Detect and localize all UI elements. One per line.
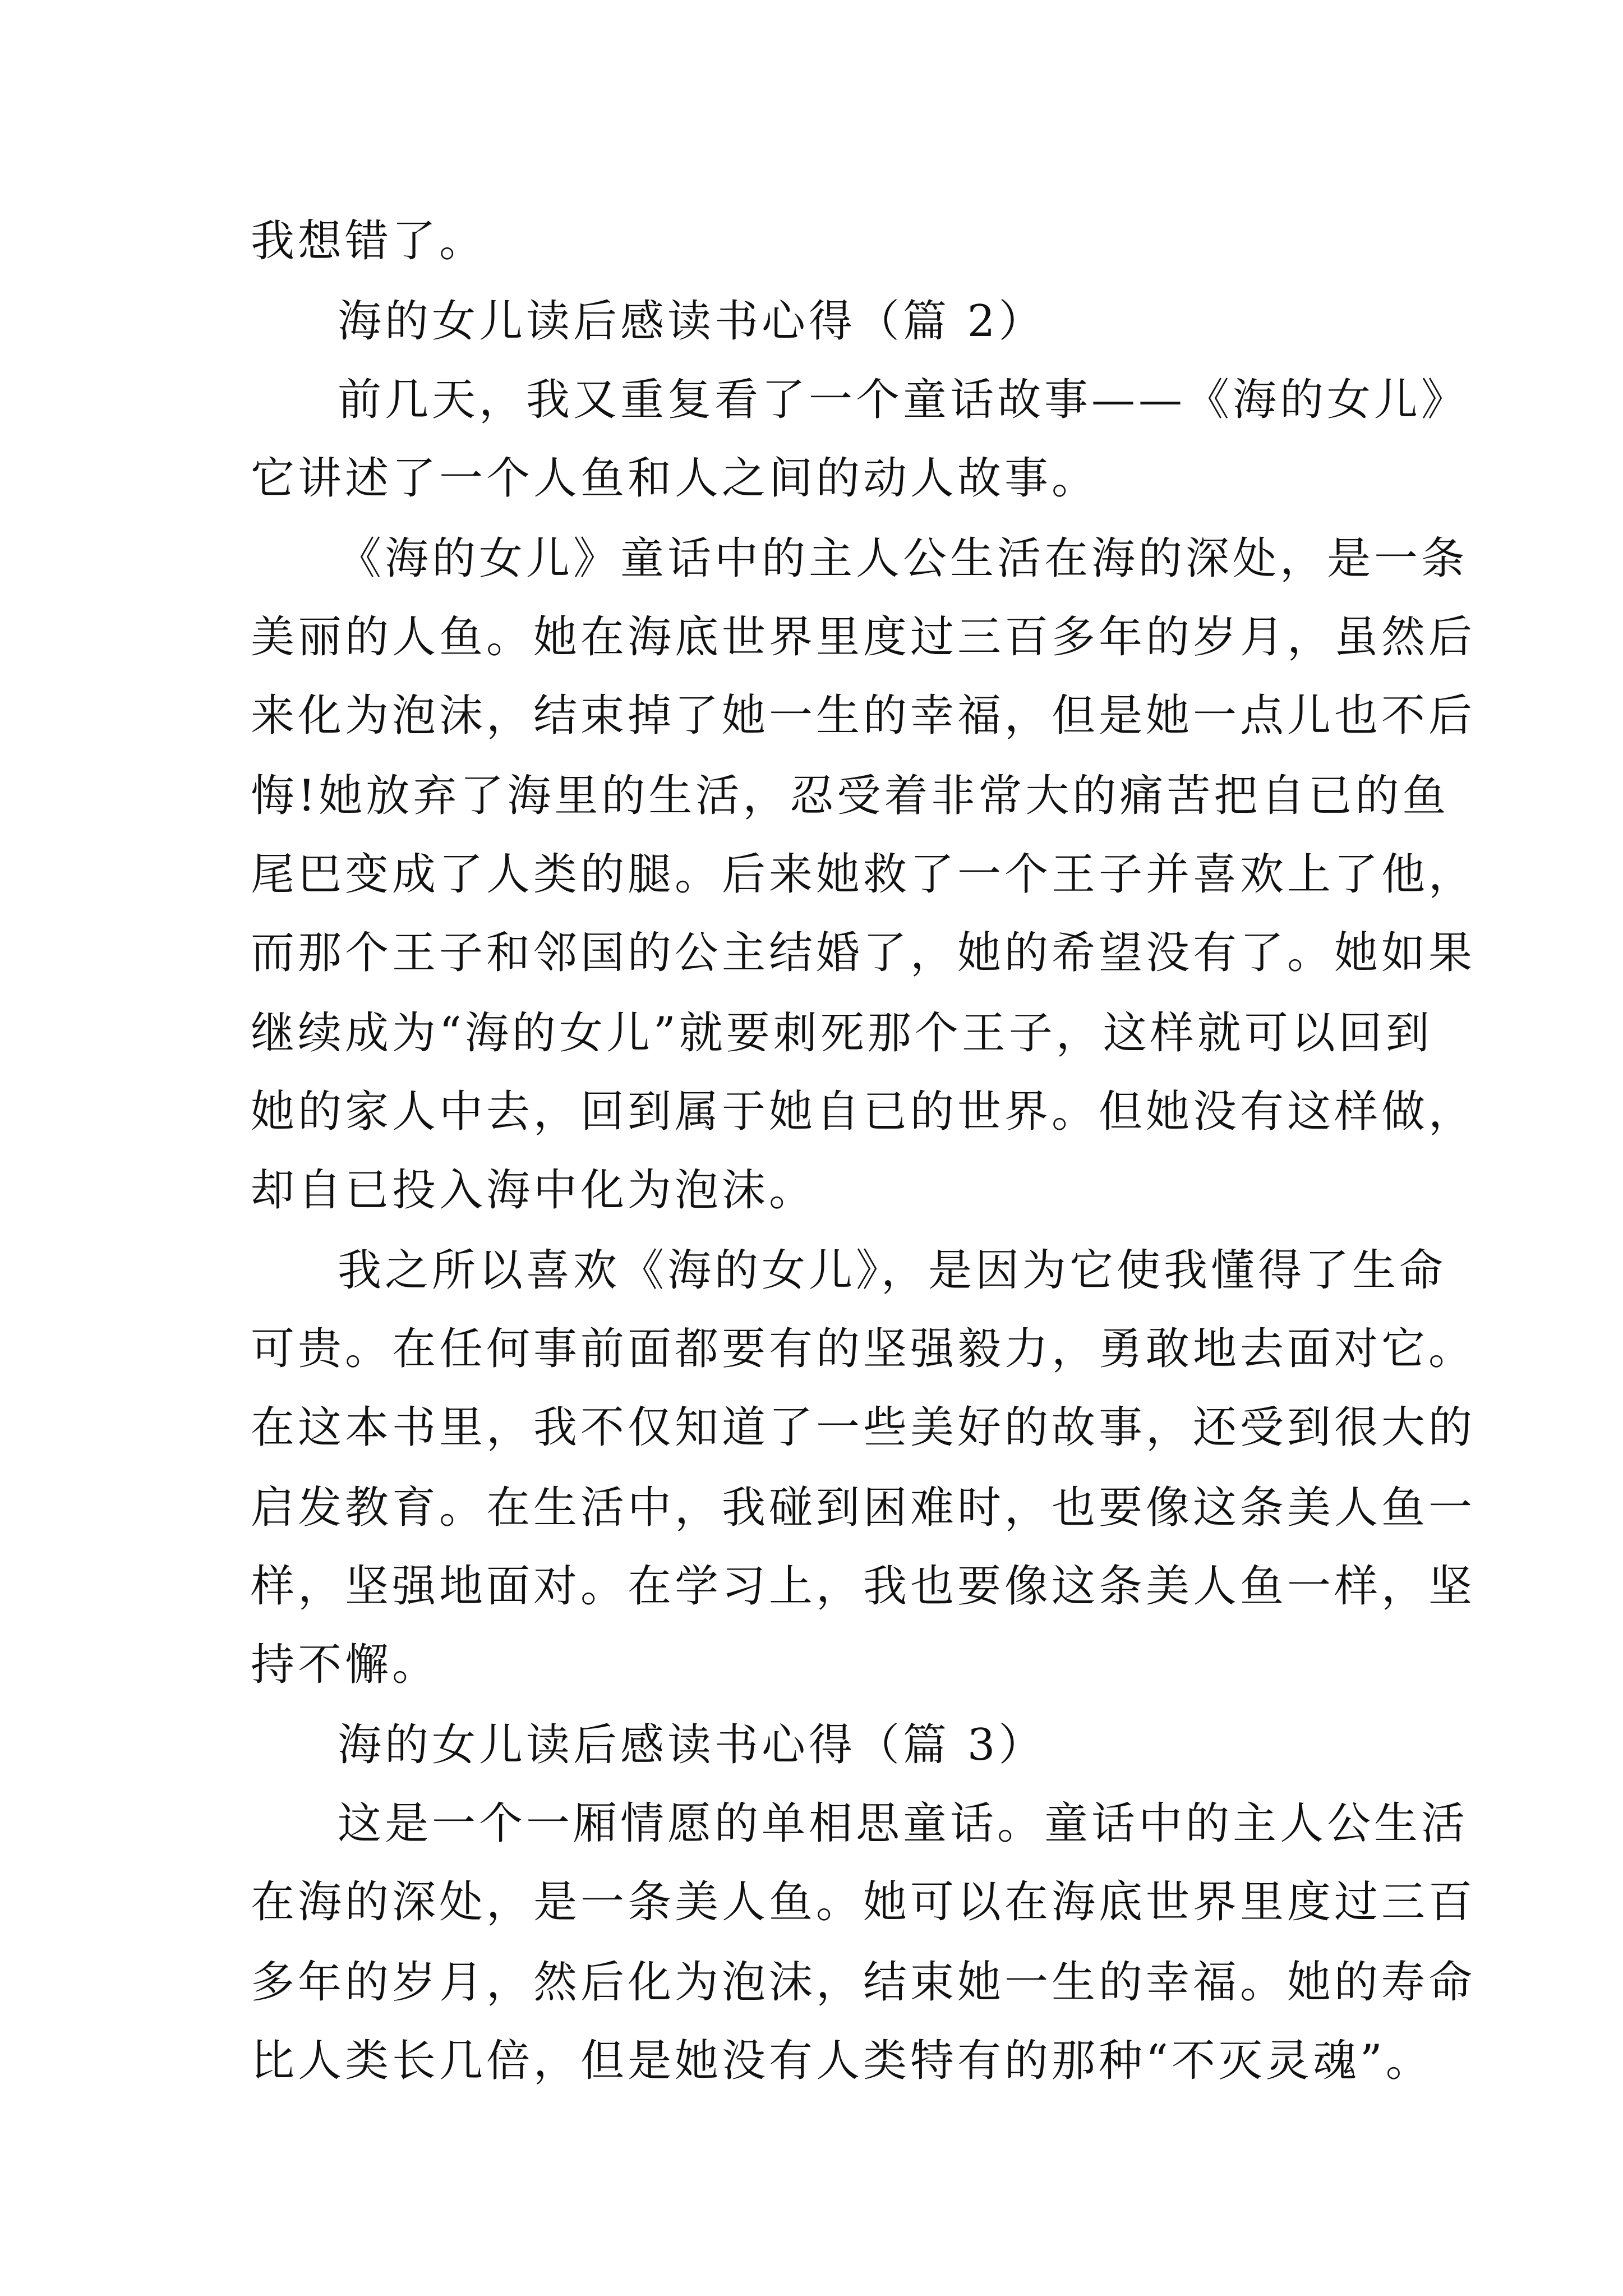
text-line: 《海的女儿》童话中的主人公生活在海的深处，是一条 [338,533,1469,584]
text-line: 在海的深处，是一条美人鱼。她可以在海底世界里度过三百 [251,1877,1476,1927]
section-heading: 海的女儿读后感读书心得（篇 3） [338,1720,1046,1770]
text-line: 却自已投入海中化为泡沫。 [251,1165,817,1216]
text-line: 可贵。在任何事前面都要有的坚强毅力，勇敢地去面对它。 [251,1324,1476,1374]
text-line: 它讲述了一个人鱼和人之间的动人故事。 [251,453,1099,504]
text-line: 美丽的人鱼。她在海底世界里度过三百多年的岁月，虽然后 [251,612,1476,662]
text-line: 我之所以喜欢《海的女儿》，是因为它使我懂得了生命 [338,1245,1447,1296]
text-line: 悔!她放弃了海里的生活，忍受着非常大的痛苦把自已的鱼 [251,771,1450,821]
text-line: 尾巴变成了人类的腿。后来她救了一个王子并喜欢上了他， [251,849,1476,900]
text-line: 样，坚强地面对。在学习上，我也要像这条美人鱼一样，坚 [251,1561,1476,1612]
text-line: 来化为泡沫，结束掉了她一生的幸福，但是她一点儿也不后 [251,691,1476,741]
text-line: 持不懈。 [251,1640,440,1690]
text-line: 而那个王子和邻国的公主结婚了，她的希望没有了。她如果 [251,928,1476,978]
text-line: 继续成为“海的女儿”就要刺死那个王子，这样就可以回到 [251,1008,1433,1059]
section-heading: 海的女儿读后感读书心得（篇 2） [338,296,1046,347]
text-line: 多年的岁月，然后化为泡沫，结束她一生的幸福。她的寿命 [251,1957,1476,2008]
text-line: 这是一个一厢情愿的单相思童话。童话中的主人公生活 [338,1798,1469,1849]
text-line: 我想错了。 [251,216,487,266]
text-line: 启发教育。在生活中，我碰到困难时，也要像这条美人鱼一 [251,1483,1476,1533]
text-line: 在这本书里，我不仅知道了一些美好的故事，还受到很大的 [251,1402,1476,1453]
text-line: 她的家人中去，回到属于她自已的世界。但她没有这样做， [251,1087,1476,1137]
text-line: 比人类长几倍，但是她没有人类特有的那种“不灭灵魂”。 [251,2036,1433,2086]
text-line: 前几天，我又重复看了一个童话故事——《海的女儿》 [338,375,1469,425]
